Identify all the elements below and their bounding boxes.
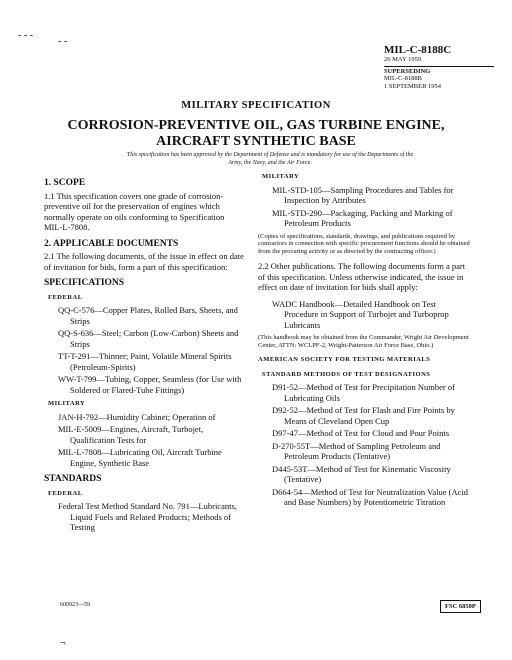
list-item: D664-54—Method of Test for Neutralization Value (Acid and Base Numbers) by Potentiometric Titration: [272, 486, 468, 507]
superseded-date: 1 SEPTEMBER 1954: [384, 82, 442, 90]
specifications-heading: SPECIFICATIONS: [44, 278, 125, 288]
scan-mark: - -: [58, 36, 68, 47]
list-item: TT-T-291—Thinner; Paint, Volatile Mineral Spirits (Petroleum-Spirits): [58, 351, 232, 372]
list-item: QQ-C-576—Copper Plates, Rolled Bars, Sheets, and Strips: [58, 305, 238, 326]
scope-text: 1.1 This specification covers one grade of corrosion-preventive oil for the preservation of engines which normally operate on oils conforming to Specification MIL-L-7808.: [44, 190, 225, 232]
doc-date: 26 MAY 1959: [384, 56, 422, 63]
list-item: D92-52—Method of Test for Flash and Fire Points by Means of Cleveland Open Cup: [272, 405, 455, 426]
title-line-2: AIRCRAFT SYNTHETIC BASE: [156, 134, 356, 149]
list-item: D445-53T—Method of Test for Kinematic Viscosity (Tentative): [272, 463, 451, 484]
list-item: MIL-L-7808—Lubricating Oil, Aircraft Turbine Engine, Synthetic Base: [58, 447, 222, 468]
fsc-box: FSC 6850P: [440, 600, 481, 613]
list-item: JAN-H-792—Humidity Cabinet; Operation of: [58, 411, 216, 422]
list-item: WADC Handbook—Detailed Handbook on Test Procedure in Support of Turbojet and Turboprop Lubricants: [272, 298, 449, 330]
superseded-doc: MIL-C-8188B: [384, 75, 422, 82]
scope-heading: 1. SCOPE: [44, 178, 86, 188]
military-label: MILITARY: [262, 173, 300, 180]
list-item: D-270-55T—Method of Sampling Petroleum and Petroleum Products (Tentative): [272, 440, 441, 461]
left-column: [44, 172, 244, 535]
wadc-note: (This handbook may be obtained from the Commander, Wright Air Development Center, ATTN: WCLPF-2, Wright-Patterson Air Force Base, Ohio.): [258, 334, 469, 349]
footer-code: 600923—59: [60, 602, 90, 608]
copies-note: (Copies of specifications, standards, drawings, and publications required by contractors in connection with specific procurement functions should be obtained from the procuring activity or as directed by the contracting officer.): [258, 232, 470, 255]
list-item: MIL-E-5009—Engines, Aircraft, Turbojet, Qualification Tests for: [58, 424, 204, 445]
other-publications: 2.2 Other publications. The following documents form a part of this specification. Unless otherwise indicated, the issue in effect on date of invitation for bids shall apply:: [258, 261, 466, 292]
list-item: MIL-STD-105—Sampling Procedures and Tables for Inspection by Attributes: [272, 184, 454, 205]
standards-heading: STANDARDS: [44, 474, 102, 484]
federal-label: FEDERAL: [48, 293, 83, 301]
scan-mark: ¬: [60, 638, 66, 649]
list-item: D97-47—Method of Test for Cloud and Pour Points: [272, 428, 450, 438]
approval-note: This specification has been approved by the Department of Defense and is mandatory for use of the Departments of the Army, the Navy, and the Air Force.: [126, 152, 414, 166]
superseding-label: SUPERSEDING: [384, 66, 494, 76]
astm-label: AMERICAN SOCIETY FOR TESTING MATERIALS: [258, 356, 431, 363]
applicable-text: 2.1 The following documents, of the issue in effect on date of invitation for bids, form a part of this specification:: [44, 251, 244, 272]
doc-number: MIL-C-8188C: [384, 44, 452, 56]
document-header: [384, 44, 494, 90]
scan-mark: - - -: [18, 30, 33, 41]
federal-label: FEDERAL: [48, 489, 83, 497]
astm-sub-label: STANDARD METHODS OF TEST DESIGNATIONS: [262, 370, 431, 378]
spec-type: MILITARY SPECIFICATION: [181, 100, 331, 111]
list-item: QQ-S-636—Steel; Carbon (Low-Carbon) Sheets and Strips: [58, 328, 239, 349]
list-item: WW-T-799—Tubing, Copper, Seamless (for Use with Soldered or Flared-Tube Fittings): [58, 374, 242, 395]
applicable-heading: 2. APPLICABLE DOCUMENTS: [44, 238, 179, 249]
right-column: [258, 172, 472, 510]
title-line-1: CORROSION-PREVENTIVE OIL, GAS TURBINE ENGINE,: [67, 118, 445, 133]
list-item: MIL-STD-290—Packaging, Packing and Marking of Petroleum Products: [272, 207, 453, 228]
list-item: D91-52—Method of Test for Precipitation Number of Lubricating Oils: [272, 382, 455, 403]
document-title: [0, 118, 512, 150]
list-item: Federal Test Method Standard No. 791—Lubricants, Liquid Fuels and Related Products; Methods of Testing: [58, 501, 237, 532]
military-label: MILITARY: [48, 400, 86, 407]
